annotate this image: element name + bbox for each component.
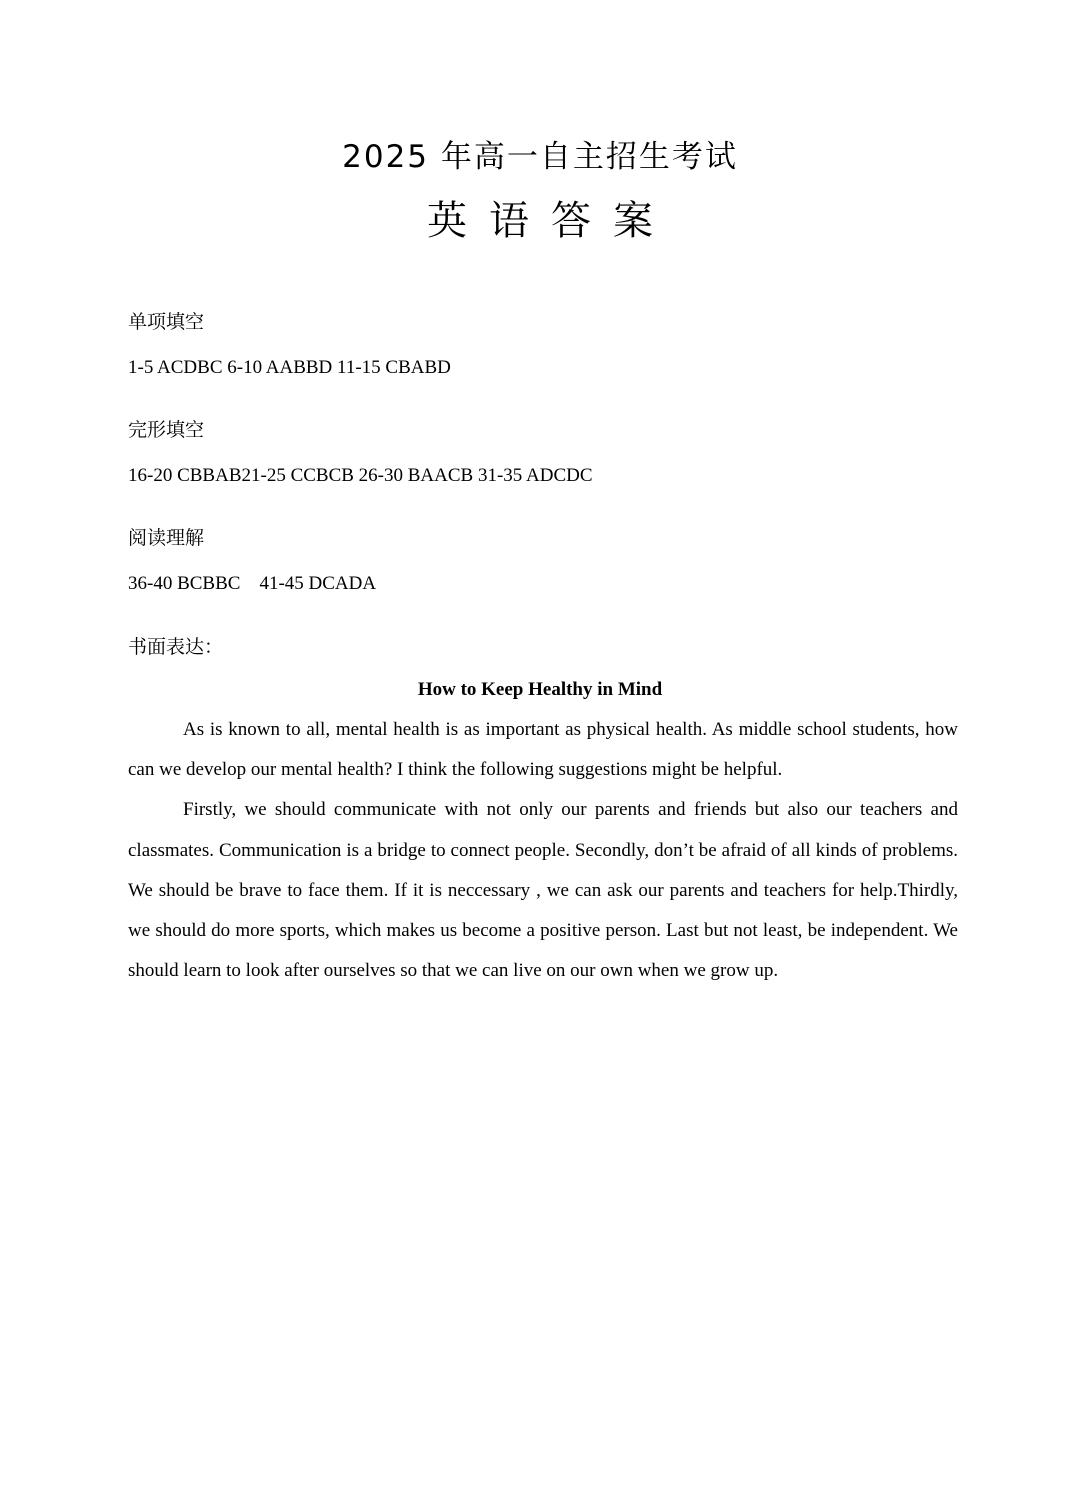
section-label-single-choice: 单项填空 [128, 311, 205, 333]
essay-paragraph: As is known to all, mental health is as important as physical health. As middle school students, how can we develop our mental health? I think the following suggestions might be helpful. [128, 719, 958, 781]
section-label-writing: 书面表达： [128, 636, 224, 658]
exam-title: 2025 年高一自主招生考试 [342, 139, 738, 175]
essay-body [128, 710, 958, 991]
answers-single-choice: 1-5 ACDBC 6-10 AABBD 11-15 CBABD [128, 357, 451, 378]
answers-reading: 36-40 BCBBC 41-45 DCADA [128, 573, 377, 594]
essay-title: How to Keep Healthy in Mind [417, 679, 663, 700]
answers-cloze: 16-20 CBBAB21-25 CCBCB 26-30 BAACB 31-35 ADCDC [128, 465, 593, 486]
essay-paragraph: Firstly, we should communicate with not only our parents and friends but also our teachers and classmates. Communication is a bridge to connect people. Secondly, don’t be afraid of all kinds of problems. We should be brave to face them. If it is neccessary , we can ask our parents and teachers for help.Thirdly, we should do more sports, which makes us become a positive person. Last but not least, be independent. We should learn to look after ourselves so that we can live on our own when we grow up. [128, 799, 958, 982]
section-label-cloze: 完形填空 [128, 419, 205, 441]
section-label-reading: 阅读理解 [128, 527, 205, 549]
answer-key-title: 英语答案 [427, 198, 675, 244]
